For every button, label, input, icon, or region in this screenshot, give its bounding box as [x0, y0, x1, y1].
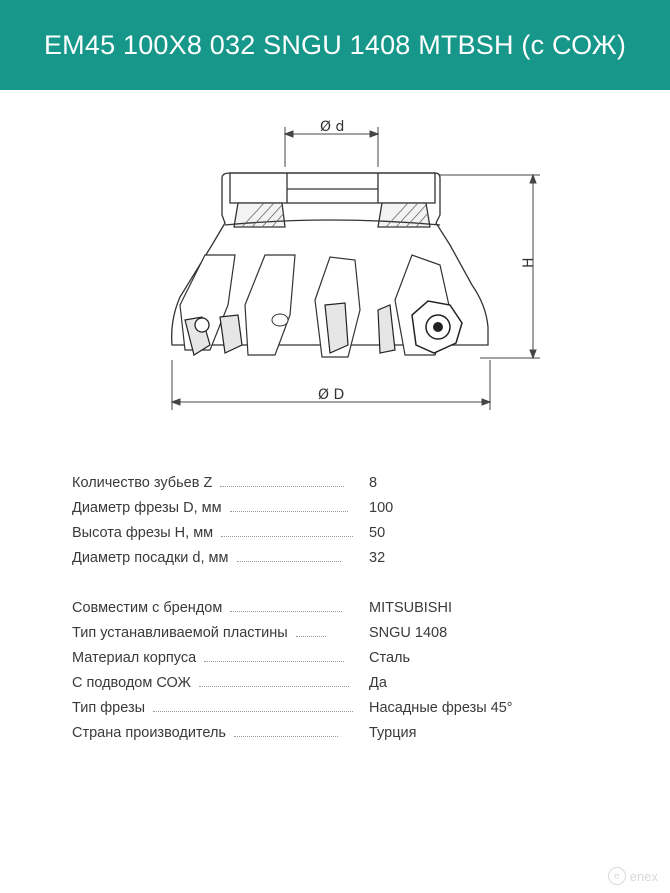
- page-title: EM45 100X8 032 SNGU 1408 MTBSH (с СОЖ): [43, 29, 627, 60]
- spec-row-coolant: [72, 666, 572, 691]
- outer-diameter-label: Ø D: [318, 387, 345, 403]
- spec-value: 32: [369, 550, 386, 566]
- spec-row-country: [72, 716, 572, 741]
- spec-row-diameter: [72, 491, 572, 516]
- spec-label: Совместим с брендом: [72, 600, 223, 616]
- spec-label: Страна производитель: [72, 725, 226, 741]
- spec-row-brand: [72, 591, 572, 616]
- milling-cutter-drawing: [150, 105, 550, 415]
- spec-value: 50: [369, 525, 386, 541]
- spec-row-height: [72, 516, 572, 541]
- spec-value: Сталь: [369, 650, 411, 666]
- spec-row-material: [72, 641, 572, 666]
- spec-value: 100: [369, 500, 394, 516]
- spec-label: С подводом СОЖ: [72, 675, 191, 691]
- spec-label: Высота фрезы H, мм: [72, 525, 214, 541]
- spec-value: 8: [369, 475, 378, 491]
- spec-row-type: [72, 691, 572, 716]
- spec-table: [72, 466, 572, 741]
- spec-value: Турция: [369, 725, 417, 741]
- coolant-hole: [195, 318, 209, 332]
- spec-row-insert: [72, 616, 572, 641]
- spec-value: Да: [369, 675, 387, 691]
- spec-value: MITSUBISHI: [369, 600, 452, 616]
- watermark-text: enex: [629, 868, 658, 884]
- height-dimension-label: H: [521, 257, 537, 268]
- watermark-logo: [608, 867, 658, 885]
- spec-value: Насадные фрезы 45°: [369, 700, 513, 716]
- spec-row-teeth: [72, 466, 572, 491]
- bore-dimension-label: Ø d: [320, 119, 345, 135]
- spec-label: Количество зубьев Z: [72, 475, 213, 491]
- spec-label: Тип устанавливаемой пластины: [72, 625, 288, 641]
- spec-value: SNGU 1408: [369, 625, 448, 641]
- title-banner: [0, 0, 670, 90]
- spec-label: Тип фрезы: [72, 700, 146, 716]
- enex-logo-icon: e: [608, 867, 626, 885]
- spec-label: Диаметр фрезы D, мм: [72, 500, 222, 516]
- spec-label: Диаметр посадки d, мм: [72, 550, 229, 566]
- spec-row-bore: [72, 541, 572, 566]
- spec-label: Материал корпуса: [72, 650, 197, 666]
